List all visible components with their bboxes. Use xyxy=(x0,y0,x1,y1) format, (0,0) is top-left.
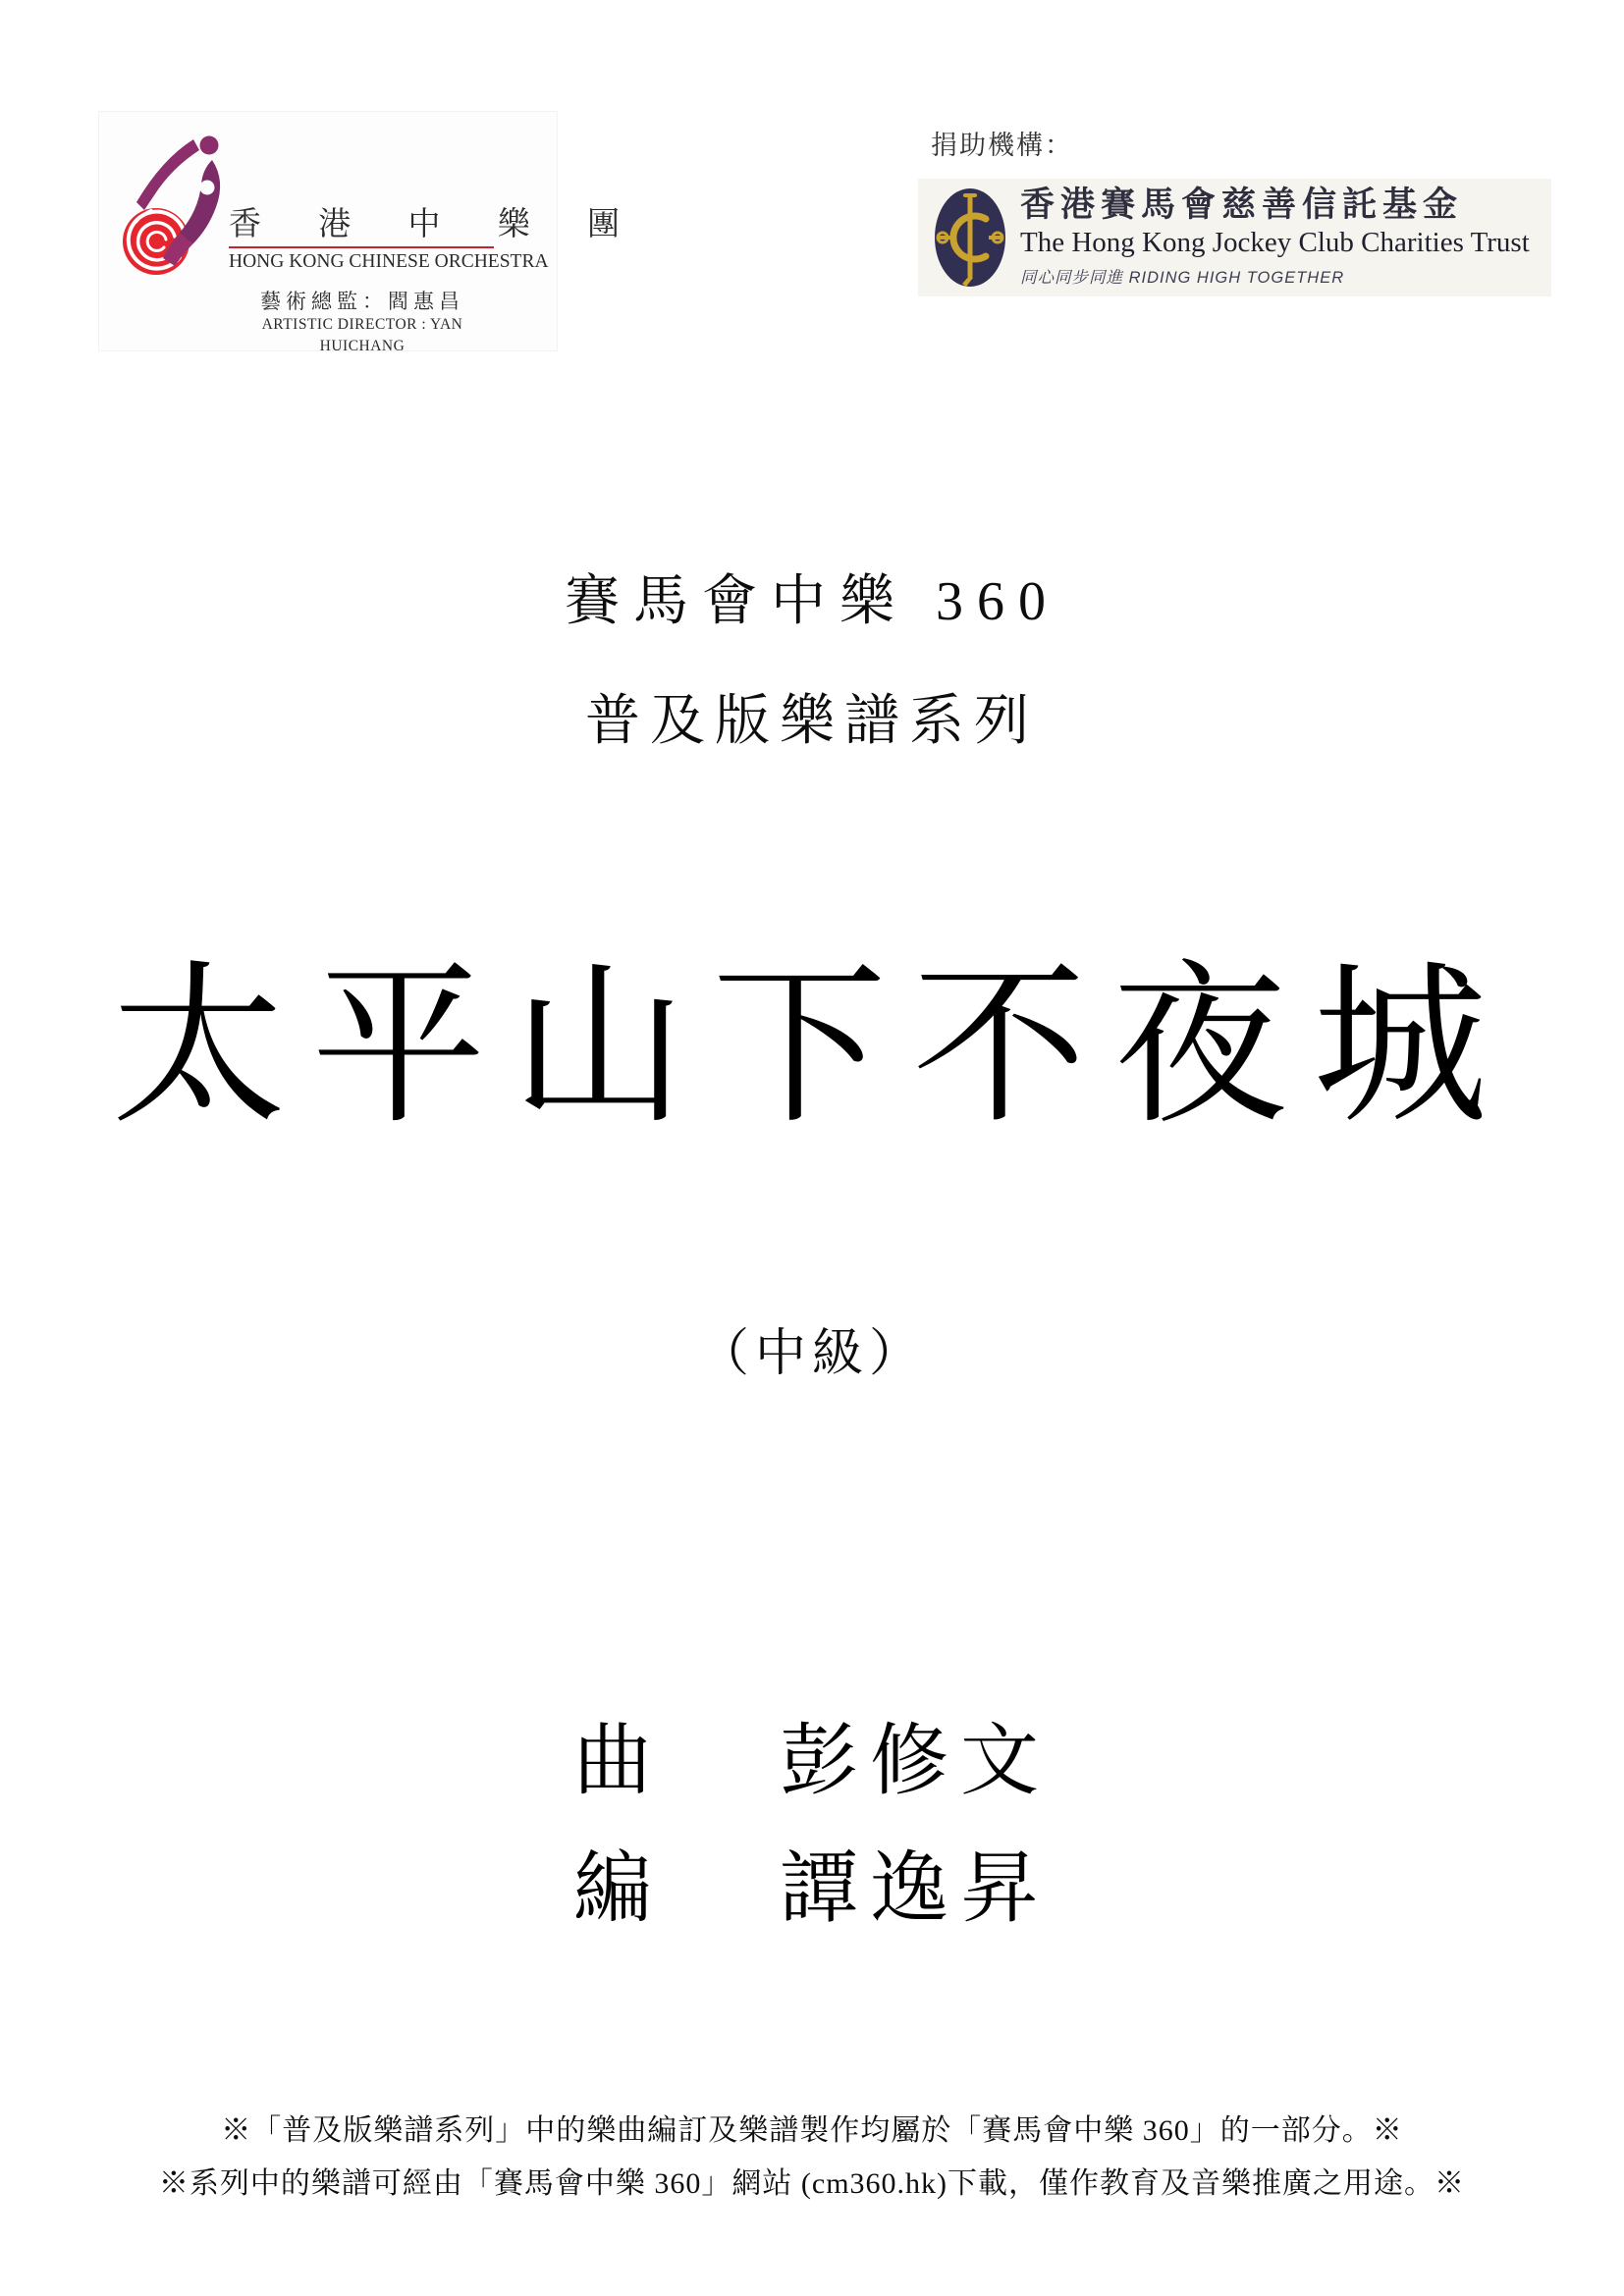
jockey-club-emblem-icon xyxy=(934,187,1006,289)
hkco-name-en: HONG KONG CHINESE ORCHESTRA xyxy=(229,251,549,272)
footer-note-1: ※「普及版樂譜系列」中的樂曲編訂及樂譜製作均屬於「賽馬會中樂 360」的一部分。※ xyxy=(221,2114,1403,2147)
hkco-artistic-director-en: ARTISTIC DIRECTOR : YAN HUICHANG xyxy=(261,316,463,354)
hkco-logo-block xyxy=(98,111,644,354)
arranger-name: 譚逸昇 xyxy=(780,1846,1051,1933)
jockey-club-name-en: The Hong Kong Jockey Club Charities Trust xyxy=(1020,227,1530,258)
hkco-name-zh: 香 港 中 樂 團 xyxy=(229,207,644,242)
piece-title: 太平山下不夜城 xyxy=(111,950,1513,1145)
footer-notes xyxy=(0,2105,1624,2211)
series-subtitle: 普及版樂譜系列 xyxy=(585,691,1039,752)
hkco-red-rule xyxy=(229,246,494,248)
hkco-artistic-director-zh: 藝術總監：閻惠昌 xyxy=(260,290,464,313)
footer-note-2: ※系列中的樂譜可經由「賽馬會中樂 360」網站 (cm360.hk)下載，僅作教育及音樂推廣之用途。※ xyxy=(158,2167,1466,2200)
difficulty-level: （中級） xyxy=(697,1326,926,1382)
donor-label: 捐助機構： xyxy=(931,131,1073,160)
jockey-club-text-block xyxy=(1020,186,1541,288)
hkco-text-block xyxy=(229,206,644,357)
series-name: 賽馬會中樂 360 xyxy=(565,571,1059,632)
arranger-label: 編 xyxy=(573,1846,664,1933)
composer-label: 曲 xyxy=(573,1719,664,1805)
credits-block xyxy=(0,1710,1624,1942)
jockey-club-slogan: 同心同步同進 RIDING HIGH TOGETHER xyxy=(1020,269,1345,287)
composer-name: 彭修文 xyxy=(780,1719,1051,1805)
jockey-club-name-zh: 香港賽馬會慈善信託基金 xyxy=(1020,186,1464,224)
jockey-club-block xyxy=(918,179,1551,296)
